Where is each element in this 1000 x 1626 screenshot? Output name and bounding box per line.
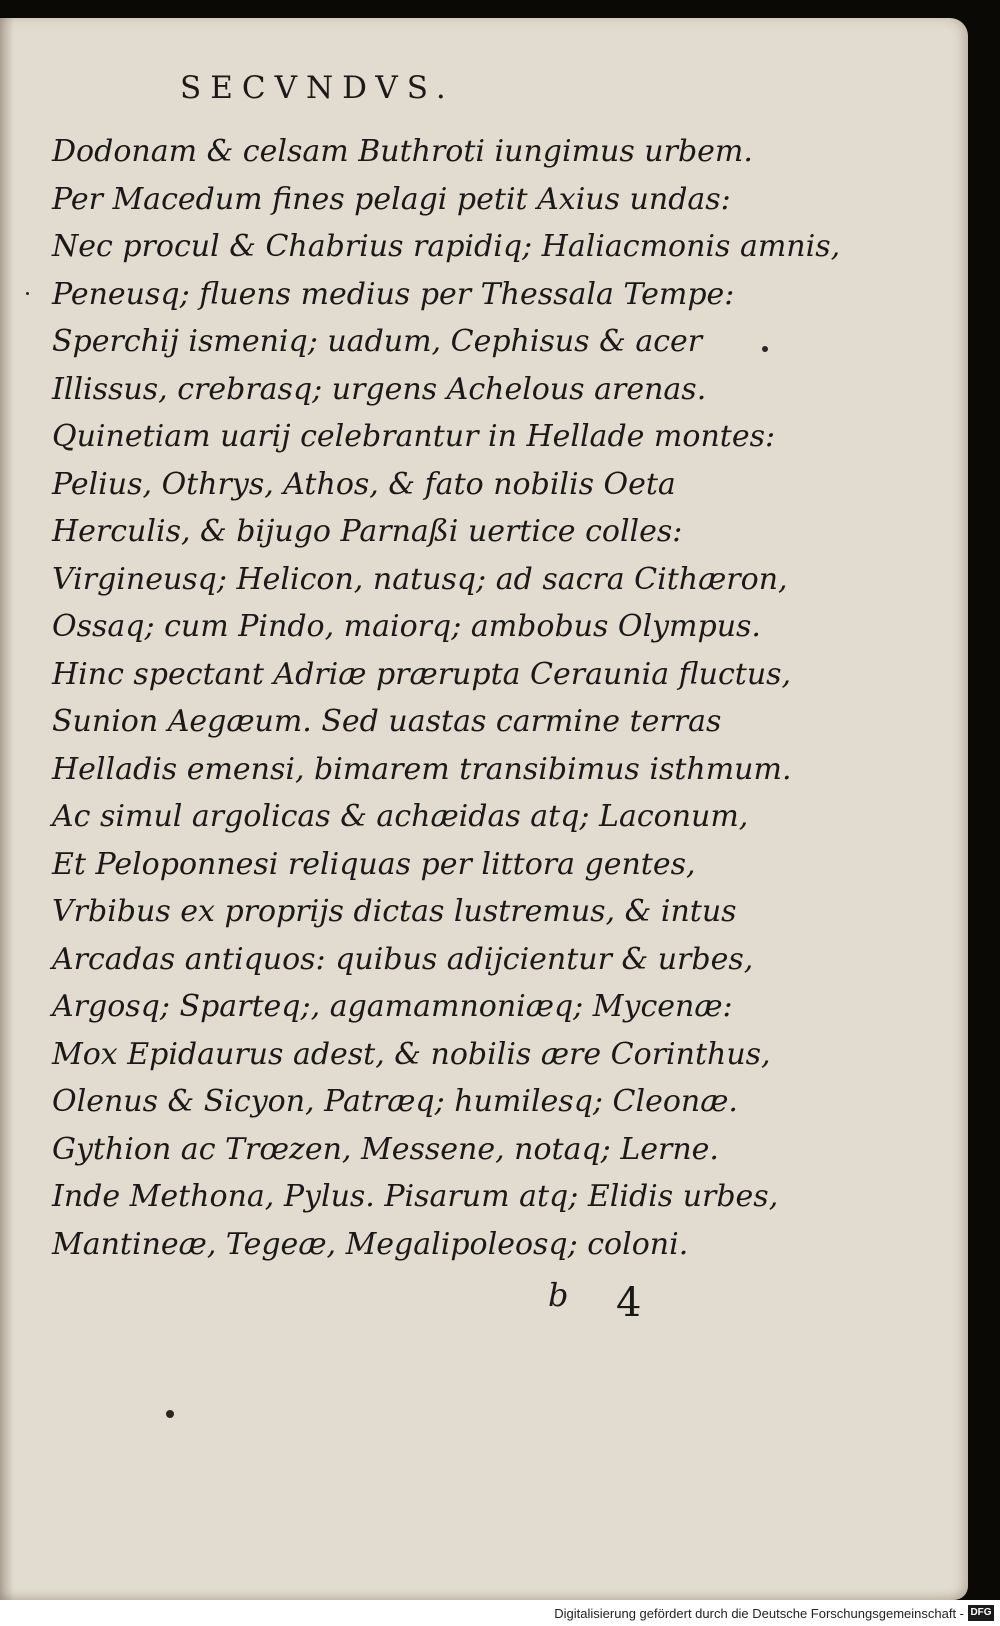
verse-line: Mox Epidaurus adest, & nobilis ære Corinthus, (52, 1036, 771, 1072)
verse-line: Pelius, Othrys, Athos, & fato nobilis Oeta (52, 466, 676, 502)
ink-speck (166, 1410, 174, 1418)
verse-line: Helladis emensi, bimarem transibimus isthmum. (52, 751, 792, 787)
page-number: 4 (616, 1280, 642, 1326)
verse-line: Et Peloponnesi reliquas per littora gentes, (52, 846, 696, 882)
verse-line: Quinetiam uarij celebrantur in Hellade montes: (52, 419, 776, 454)
verse-line: Ossaq; cum Pindo, maiorq; ambobus Olympus. (52, 609, 761, 644)
footer-credit: Digitalisierung gefördert durch die Deutsche Forschungsgemeinschaft - (554, 1606, 964, 1621)
verse-line: Gythion ac Trœzen, Messene, notaq; Lerne. (52, 1131, 719, 1167)
verse-line: Mantineæ, Tegeæ, Megalipoleosq; coloni. (52, 1226, 689, 1262)
book-page (0, 18, 968, 1600)
ink-speck (26, 292, 29, 295)
ink-speck (762, 346, 768, 352)
verse-line: Per Macedum fines pelagi petit Axius undas: (52, 181, 731, 217)
verse-list (52, 128, 840, 1268)
verse-line: Nec procul & Chabrius rapidiq; Haliacmonis amnis, (52, 229, 841, 264)
verse-line: Hinc spectant Adriæ prærupta Ceraunia fluctus, (52, 656, 792, 692)
verse-line: Vrbibus ex proprijs dictas lustremus, & intus (52, 894, 737, 929)
verse-line: Peneusq; fluens medius per Thessala Tempe: (52, 276, 735, 312)
verse-line: Sunion Aegæum. Sed uastas carmine terras (52, 704, 722, 739)
verse-line: Sperchij ismeniq; uadum, Cephisus & acer (52, 324, 703, 359)
verse-line: Argosq; Sparteq;, agamamnoniæq; Mycenæ: (52, 989, 733, 1024)
verse-line: Herculis, & bijugo Parnaßi uertice colles: (52, 514, 683, 549)
verse-line: Illissus, crebrasq; urgens Achelous arenas. (52, 371, 707, 407)
verse-line: Arcadas antiquos: quibus adijcientur & urbes, (52, 941, 754, 977)
verse-line: Dodonam & celsam Buthroti iungimus urbem. (52, 134, 753, 169)
verse-line: Virgineusq; Helicon, natusq; ad sacra Cithæron, (52, 561, 788, 597)
running-head: SECVNDVS. (180, 70, 455, 106)
signature-mark: b (548, 1276, 569, 1314)
dfg-logo: DFG (968, 1605, 994, 1621)
verse-line: Olenus & Sicyon, Patræq; humilesq; Cleonæ. (52, 1084, 738, 1119)
verse-line: Ac simul argolicas & achæidas atq; Laconum, (52, 799, 749, 834)
verse-line: Inde Methona, Pylus. Pisarum atq; Elidis urbes, (52, 1179, 779, 1214)
